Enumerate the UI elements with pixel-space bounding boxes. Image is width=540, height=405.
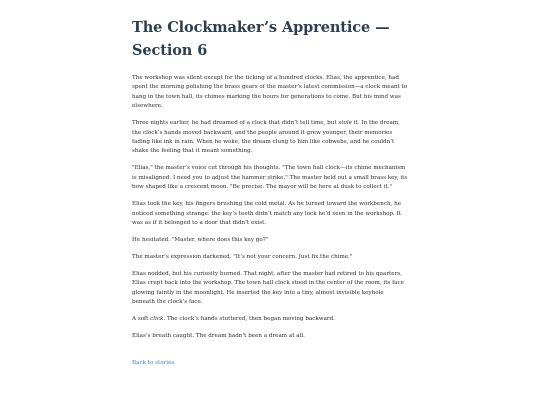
title-line-2: Section 6 bbox=[132, 42, 208, 59]
paragraph-8-text-start: A soft bbox=[132, 316, 151, 323]
title-line-1: The Clockmaker’s Apprentice — bbox=[132, 19, 390, 36]
story-content bbox=[132, 16, 408, 369]
paragraph-2-text-start: Three nights earlier, he had dreamed of a clock that didn’t tell time, but bbox=[132, 120, 339, 127]
paragraph-8-emphasis: click bbox=[150, 316, 164, 323]
story-paragraph-5: He hesitated. "Master, where does this key go?" bbox=[132, 237, 269, 244]
story-body bbox=[132, 74, 408, 342]
story-paragraph-1: The workshop was silent except for the ticking of a hundred clocks. Elias, the apprentice, had spent the morning polishing the brass gears of the master’s latest commission—a clock meant to hang in the town hall, its chimes marking the hours for generations to come. But his mind was elsewhere. bbox=[132, 75, 408, 110]
paragraph-2-text-end: it. In the dream, the clock’s hands moved backward, and the people around it grew younger, their memories fading like ink in rain. When he woke, the dream clung to him like cobwebs, and he couldn’t shake the feeling that it meant something. bbox=[132, 120, 400, 155]
story-paragraph-4: Elias took the key, his fingers brushing the cold metal. As he turned toward the workbench, he noticed something strange: the key’s teeth didn’t match any lock he’d seen in the workshop. It was as if it belonged to a door that didn’t exist. bbox=[132, 201, 402, 227]
story-paragraph-9: Elias’s breath caught. The dream hadn’t been a dream at all. bbox=[132, 333, 305, 340]
story-paragraph-3: "Elias," the master’s voice cut through his thoughts. "The town hall clock—its chime mechanism is misaligned. I need you to adjust the hammer strike." The master held out a small brass key, its bow shaped like a crescent moon. "Be precise. The mayor will be here at dusk to collect it." bbox=[132, 165, 408, 191]
story-paragraph-8 bbox=[132, 315, 408, 324]
paragraph-8-text-end: . The clock’s hands stuttered, then began moving backward. bbox=[163, 316, 335, 323]
story-paragraph-6: The master’s expression darkened. "It’s not your concern. Just fix the chime." bbox=[132, 254, 353, 261]
paragraph-2-emphasis: stole bbox=[338, 120, 352, 127]
story-paragraph-2 bbox=[132, 119, 408, 157]
story-paragraph-7: Elias nodded, but his curiosity burned. That night, after the master had retired to his quarters, Elias crept back into the workshop. The town hall clock stood in the center of the room, its face glowing faintly in the moonlight. He inserted the key into a tiny, almost invisible keyhole beneath the clock’s face. bbox=[132, 271, 404, 306]
page-title bbox=[132, 16, 408, 62]
back-to-stories-link[interactable]: Back to stories bbox=[132, 360, 175, 367]
